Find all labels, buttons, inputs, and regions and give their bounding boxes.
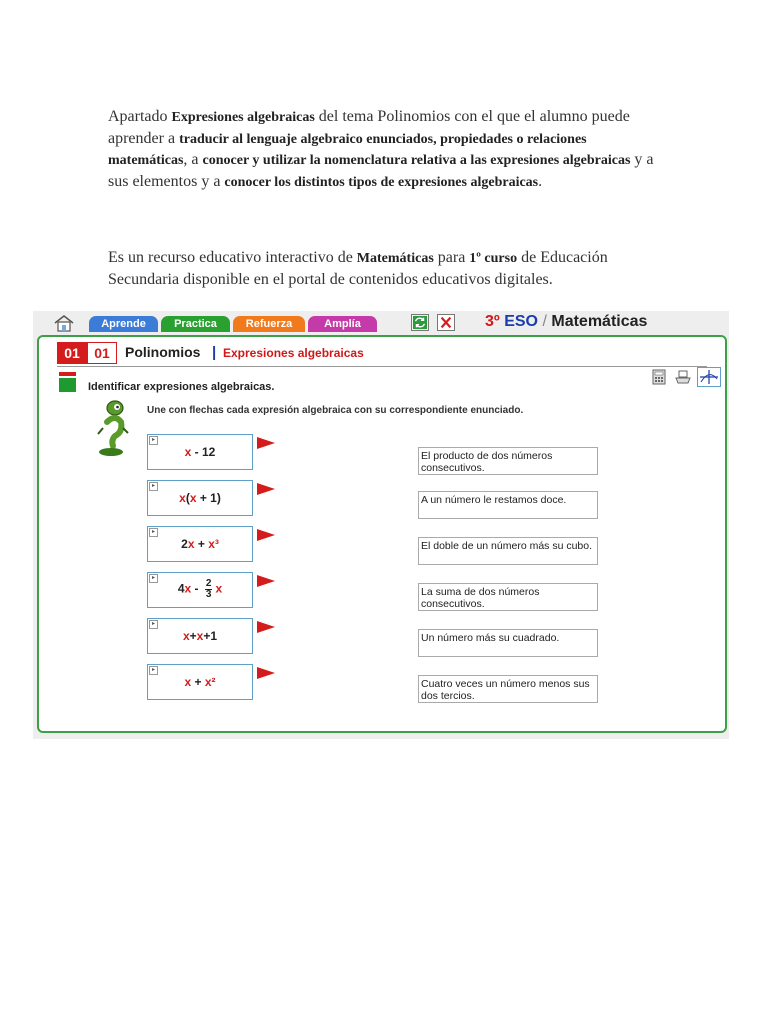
intro-paragraph-2: Es un recurso educativo interactivo de Matemáticas para 1º curso de Educación Secundaria disponible en el portal de contenidos educativos digitales. — [108, 249, 608, 288]
tab-amplia[interactable]: Amplía — [308, 316, 377, 332]
close-icon[interactable] — [437, 314, 455, 331]
app-window — [33, 311, 729, 739]
expression-box[interactable] — [147, 618, 253, 654]
graph-tool-icon[interactable] — [697, 367, 721, 387]
expression-box[interactable] — [147, 480, 253, 516]
expression-box[interactable] — [147, 526, 253, 562]
arrow-flag-icon[interactable] — [257, 483, 275, 495]
expression-text: x - 12 — [184, 445, 216, 459]
course-level: ESO — [504, 313, 538, 330]
play-icon[interactable]: ▸ — [149, 666, 158, 675]
unit-title: Polinomios — [125, 344, 201, 360]
course-grade: 3º — [485, 313, 500, 330]
intro-paragraph-1: Apartado Expresiones algebraicas del tema Polinomios con el que el alumno puede aprender a traducir al lenguaje algebraico enunciados, propiedades o relaciones matemáticas, a conocer y utilizar la nomenclatura relativa a las expresiones algebraicas y a sus elementos y a conocer los distintos tipos de expresiones algebraicas. — [108, 108, 654, 190]
arrow-flag-icon[interactable] — [257, 437, 275, 449]
tab-aprende[interactable]: Aprende — [89, 316, 158, 332]
print-icon[interactable] — [675, 369, 691, 385]
expression-box[interactable] — [147, 664, 253, 700]
calculator-icon[interactable] — [651, 369, 667, 385]
course-separator: / — [542, 313, 547, 330]
home-icon[interactable] — [53, 314, 75, 332]
mascot-icon — [93, 400, 133, 458]
refresh-icon[interactable] — [411, 314, 429, 331]
expression-text: 4x - $\frac{2}{3}$ x — [177, 578, 223, 600]
arrow-flag-icon[interactable] — [257, 667, 275, 679]
header-divider — [57, 366, 707, 367]
play-icon[interactable]: ▸ — [149, 620, 158, 629]
statement-box[interactable]: Un número más su cuadrado. — [418, 629, 598, 657]
arrow-flag-icon[interactable] — [257, 529, 275, 541]
expression-box[interactable] — [147, 572, 253, 608]
statement-box[interactable]: A un número le restamos doce. — [418, 491, 598, 519]
task-text: Une con flechas cada expresión algebraica con su correspondiente enunciado. — [147, 405, 524, 416]
course-subject: Matemáticas — [551, 313, 648, 330]
tab-practica[interactable]: Practica — [161, 316, 230, 332]
play-icon[interactable]: ▸ — [149, 528, 158, 537]
header-separator: | — [212, 344, 217, 361]
tab-refuerza[interactable]: Refuerza — [233, 316, 305, 332]
unit-header — [57, 342, 697, 364]
expression-box[interactable] — [147, 434, 253, 470]
course-label — [485, 313, 647, 331]
statement-box[interactable]: El producto de dos números consecutivos. — [418, 447, 598, 475]
section-number: 01 — [87, 342, 117, 364]
tab-bar — [33, 311, 729, 335]
content-panel — [37, 335, 727, 733]
expression-text: 2x + x³ — [181, 537, 219, 551]
arrow-flag-icon[interactable] — [257, 621, 275, 633]
expression-text: x(x + 1) — [179, 491, 221, 505]
play-icon[interactable]: ▸ — [149, 436, 158, 445]
expression-text: x + x² — [184, 675, 216, 689]
tool-buttons — [649, 369, 725, 389]
play-icon[interactable]: ▸ — [149, 482, 158, 491]
unit-number: 01 — [57, 342, 87, 364]
play-icon[interactable]: ▸ — [149, 574, 158, 583]
expression-text: x+x+1 — [182, 629, 218, 643]
unit-subtitle: Expresiones algebraicas — [223, 346, 364, 360]
statement-box[interactable]: La suma de dos números consecutivos. — [418, 583, 598, 611]
activity-flag-icon — [59, 372, 76, 392]
instruction-title: Identificar expresiones algebraicas. — [88, 381, 275, 393]
statement-box[interactable]: El doble de un número más su cubo. — [418, 537, 598, 565]
arrow-flag-icon[interactable] — [257, 575, 275, 587]
statement-box[interactable]: Cuatro veces un número menos sus dos tercios. — [418, 675, 598, 703]
